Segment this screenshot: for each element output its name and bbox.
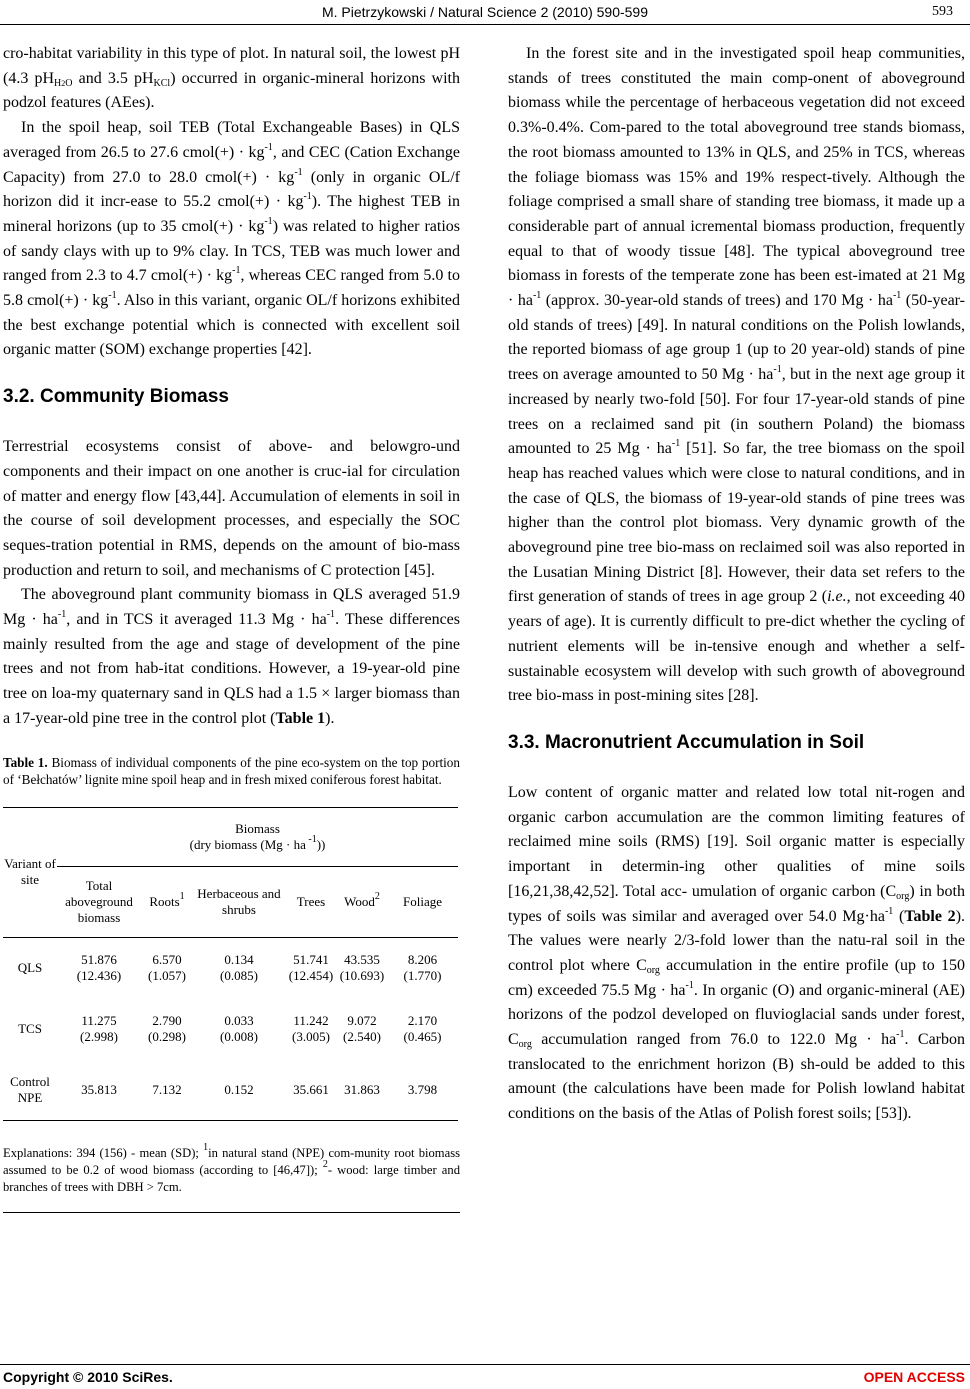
table-row: QLS 51.876 (12.436) 6.570 (1.057) 0.134 (0.085) 51.741 (12.454) 43.535 (10.693) 8.206 (1.770) [17, 951, 442, 983]
paragraph: Low content of organic matter and related low total nit-rogen and organic carbon accumulation are the common limiting features of reclaimed mine soils (RMS) [19]. Soil organic matter is especially important in determin-ing other qualities of mine soils [16,21,38,42,52]. Total acc- umulation of organic carbon $(C_{org})$ in both types of soils was similar and averaged over 54.0 $Mg\cdot ha^{-1}$ (Table 2). The values were nearly 2/3-fold lower than the natu-ral soil in the control plot where $C_{org}$ accumulation in the entire profile (up to 150 cm) exceeded 75.5 $Mg \cdot ha^{-1}$. In organic (O) and organic-mineral (AE) horizons of the podzol developed on fluvioglacial sands under forest, $C_{org}$ accumulation ranged from 76.0 to 122.0 $Mg \cdot ha^{-1}$. Carbon translocated to the enrichment horizon (B) sh-ould be added to this amount (the calculations have been made for Polish lowland habitat conditions on the basis of the Atlas of Polish forest soils; [53]). [508, 783, 966, 1123]
paragraph: cro-habitat variability in this type of plot. In natural soil, the lowest pH (4.3 $pH_{H2O}$ and 3.5 $pH_{KCl}$) occurred in organic-mineral horizons with podzol features (AEes). [3, 45, 461, 112]
col-total: Total aboveground biomass [65, 877, 133, 925]
page-header [0, 0, 970, 26]
table-footnote: Explanations: 394 (156) - mean (SD); $^1$in natural stand (NPE) com-munity root biomass assumed to be 0.2 of wood biomass (according to [46,47]); $^2$- wood: large timber and branches of trees with DBH > 7cm. [3, 1145, 460, 1213]
table-caption: Table 1. Biomass of individual components of the pine eco-system on the top portion of ‘Bełchatów’ lignite mine spoil heap and in fresh mixed coniferous forest habitat. [3, 754, 460, 788]
section-heading: 3.3. Macronutrient Accumulation in Soil [508, 731, 865, 753]
biomass-header: Biomass (dry biomass (Mg · ha $^{-1}$)) [57, 807, 458, 866]
table-row: Control NPE 35.813 7.132 0.152 35.661 31.863 3.798 [3, 1060, 458, 1121]
paragraph: The aboveground plant community biomass in QLS averaged 51.9 $Mg \cdot ha^{-1}$, and in TCS it averaged 11.3 $Mg \cdot ha^{-1}$. These differences mainly resulted from the age and stage of development of the pine trees and not from hab-itat conditions. However, a 19-year-old pine tree on loa-my quaternary sand in QLS had a 1.5 × larger biomass than a 17-year-old pine tree in the control plot (Table 1). [3, 586, 461, 727]
copyright: Copyright © 2010 SciRes. [3, 1369, 173, 1385]
right-column [508, 42, 965, 1127]
paragraph: Terrestrial ecosystems consist of above- and belowgro-und components and their impact on one another is cruc-ial for circulation of matter and energy flow [43,44]. Accumulation of elements in soil in the course of soil development processes, and especially the SOC seques-tration potential in RMS, depends on the amount of bio-mass production and return to soil, and mechanisms of C protection [45]. [3, 438, 460, 579]
col-wood: Wood$^2$ [344, 890, 380, 909]
biomass-table [3, 807, 458, 1121]
left-column [3, 42, 460, 1213]
header-rule [0, 24, 970, 25]
col-foliage: Foliage [403, 893, 442, 909]
col-trees: Trees [296, 893, 326, 909]
paragraph: In the spoil heap, soil TEB (Total Exchangeable Bases) in QLS averaged from 26.5 to 27.6 cmol(+) · $kg^{-1}$, and CEC (Cation Exchange Capacity) from 27.0 to 28.0 cmol(+) · $kg^{-1}$ (only in organic OL/f horizon did it incr-ease to 55.2 cmol(+) · $kg^{-1}$). The highest TEB in mineral horizons (up to 35 cmol(+) · $kg^{-1}$) was related to higher ratios of sandy clays with up to 9% clay. In TCS, TEB was much lower and ranged from 2.3 to 4.7 cmol(+) · $kg^{-1}$, whereas CEC ranged from 5.0 to 5.8 cmol(+) · $kg^{-1}$. Also in this variant, organic OL/f horizons exhibited the best exchange potential which is connected with excellent soil organic matter (SOM) exchange properties [42]. [3, 119, 461, 359]
table-row: TCS 11.275 (2.998) 2.790 (0.298) 0.033 (0.008) 11.242 (3.005) 9.072 (2.540) 2.170 (0.465) [18, 1012, 442, 1044]
table-ref: Table 1 [275, 709, 326, 727]
page-number: 593 [932, 4, 953, 19]
page-footer [0, 1364, 970, 1386]
col-herbaceous: Herbaceous and shrubs [197, 885, 281, 917]
footer-rule [0, 1364, 970, 1365]
col-roots: Roots$^1$ [149, 890, 185, 909]
variant-header: Variant of site [4, 856, 56, 888]
section-heading: 3.2. Community Biomass [3, 386, 229, 408]
running-title: M. Pietrzykowski / Natural Science 2 (2010) 590-599 [321, 4, 649, 20]
table-ref: Table 2 [904, 907, 956, 925]
open-access-label: OPEN ACCESS [863, 1369, 965, 1385]
paragraph: In the forest site and in the investigated spoil heap communities, stands of trees constituted the main comp-onent of aboveground biomass while the percentage of herbaceous vegetation did not exceed 0.3%-0.4%. Com-pared to the total aboveground tree stands biomass, the root biomass amounted to 13% in QLS, and 25% in TCS, whereas the foliage biomass was 15% and 19% respect-tively. Although the foliage comprised a small share of standing tree biomass, it made up a considerable part of annual icremental biomass production, frequently equal to that of woody tissue [48]. The typical aboveground tree biomass in forests of the temperate zone has been est-imated at 21 $Mg \cdot ha^{-1}$ (approx. 30-year-old stands of trees) and 170 $Mg \cdot ha^{-1}$ (50-year-old stands of trees) [49]. In natural conditions on the Polish lowlands, the reported biomass of age group 1 (up to 20 year-old) stands of pine trees on average amounted to 50 $Mg \cdot ha^{-1}$, but in the next age group it increased by nearly two-fold [50]. For four 17-year-old stands of pine trees on a reclaimed sand pit (in southern Poland) the biomass amounted to 25 $Mg \cdot ha^{-1}$ [51]. So far, the tree biomass on the spoil heap has reached values which were close to natural conditions, and in the case of QLS, the biomass of 19-year-old stands of pine trees was higher than the control plot biomass. Very dynamic growth of the aboveground pine tree bio-mass on reclaimed soil was also reported in the Lusatian Mining District [8]. However, their data set refers to the first generation of stands of trees in age group 2 (i.e., not exceeding 40 years of age). It is currently difficult to pre-dict whether the cycling of nutrient elements will be in-tensive enough and whether a self-sustainable ecosystem will develop with such growth of aboveground tree bio-mass in post-mining sites [28]. [508, 45, 966, 705]
